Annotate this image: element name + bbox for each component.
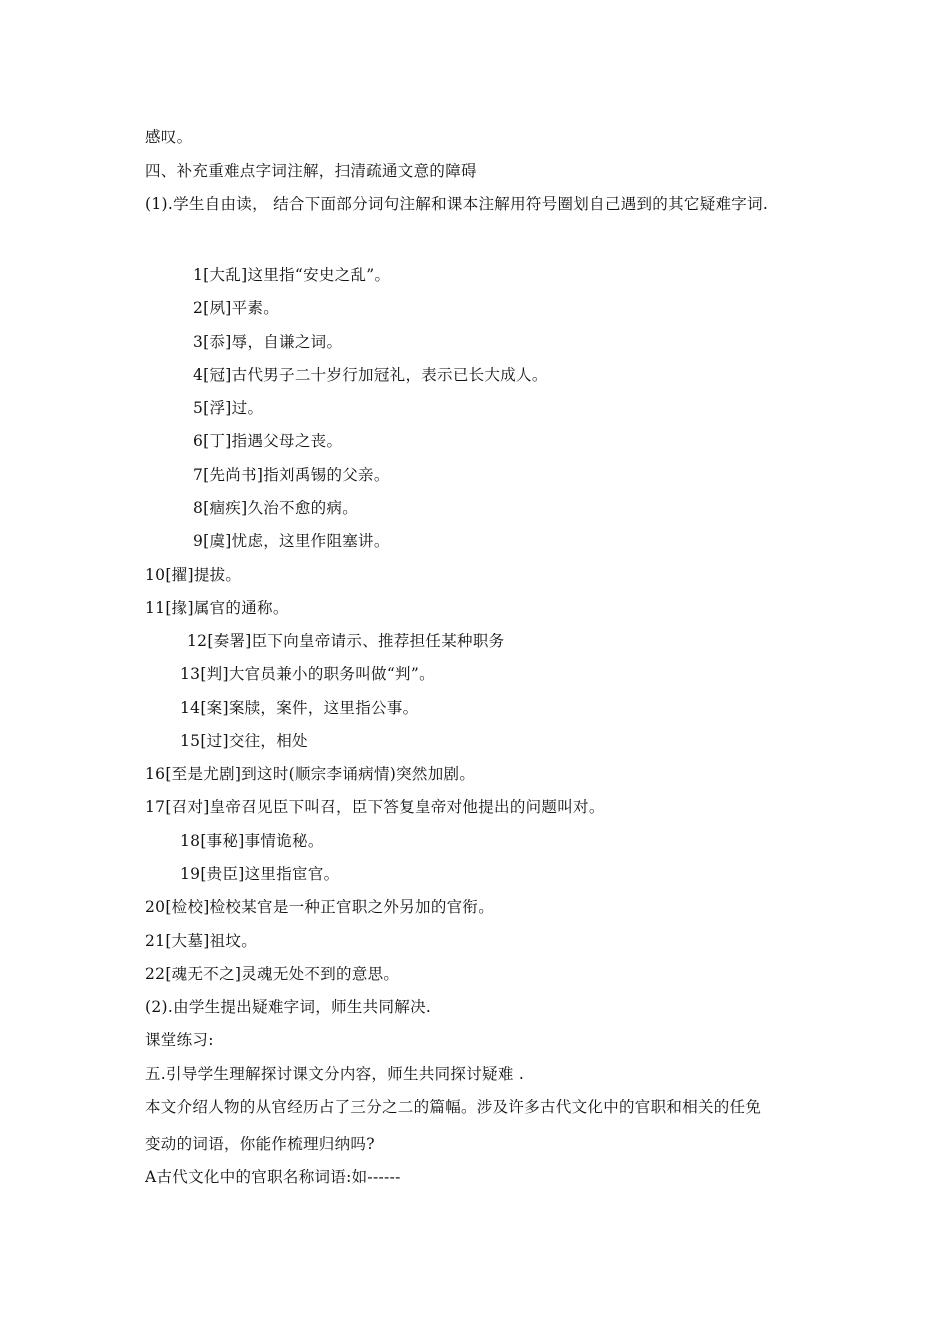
paragraph-line-1: 本文介绍人物的从官经历占了三分之二的篇幅。涉及许多古代文化中的官职和相关的任免: [145, 1098, 762, 1116]
note-item: 2[夙]平素。: [193, 299, 280, 317]
step-two-instruction: (2).由学生提出疑难字词，师生共同解决.: [145, 998, 432, 1016]
note-item: 20[检校]检校某官是一种正官职之外另加的官衔。: [145, 898, 495, 916]
note-item: 18[事秘]事情诡秘。: [180, 832, 324, 850]
section-five-heading: 五.引导学生理解探讨课文分内容，师生共同探讨疑难 .: [145, 1065, 525, 1083]
note-item: 11[掾]属官的通称。: [145, 599, 289, 617]
item-a-text: A古代文化中的官职名称词语:如------: [145, 1168, 401, 1186]
note-item: 15[过]交往，相处: [180, 732, 308, 750]
note-item: 8[痼疾]久治不愈的病。: [193, 499, 359, 517]
practice-label: 课堂练习:: [145, 1031, 214, 1049]
note-item: 5[浮]过。: [193, 399, 264, 417]
note-item: 19[贵臣]这里指宦官。: [180, 865, 340, 883]
paragraph-line-2: 变动的词语，你能作梳理归纳吗?: [145, 1135, 375, 1153]
note-item: 17[召对]皇帝召见臣下叫召，臣下答复皇帝对他提出的问题叫对。: [145, 798, 605, 816]
note-item: 16[至是尤剧]到这时(顺宗李诵病情)突然加剧。: [145, 765, 476, 783]
note-item: 22[魂无不之]灵魂无处不到的意思。: [145, 965, 400, 983]
step-one-instruction: (1).学生自由读， 结合下面部分词句注解和课本注解用符号圈划自己遇到的其它疑难字词.: [145, 195, 769, 213]
note-item: 3[忝]辱，自谦之词。: [193, 333, 343, 351]
note-item: 7[先尚书]指刘禹锡的父亲。: [193, 466, 390, 484]
section-four-heading: 四、补充重难点字词注解，扫清疏通文意的障碍: [145, 162, 477, 180]
note-item: 14[案]案牍，案件，这里指公事。: [180, 699, 419, 717]
intro-tail-text: 感叹。: [145, 128, 193, 146]
note-item: 1[大乱]这里指“安史之乱”。: [193, 266, 391, 284]
note-item: 4[冠]古代男子二十岁行加冠礼，表示已长大成人。: [193, 366, 548, 384]
note-item: 13[判]大官员兼小的职务叫做“判”。: [180, 665, 435, 683]
note-item: 12[奏署]臣下向皇帝请示、推荐担任某种职务: [187, 632, 505, 650]
note-item: 6[丁]指遇父母之丧。: [193, 432, 343, 450]
note-item: 10[擢]提拔。: [145, 566, 242, 584]
note-item: 21[大墓]祖坟。: [145, 932, 258, 950]
note-item: 9[虞]忧虑，这里作阻塞讲。: [193, 532, 390, 550]
